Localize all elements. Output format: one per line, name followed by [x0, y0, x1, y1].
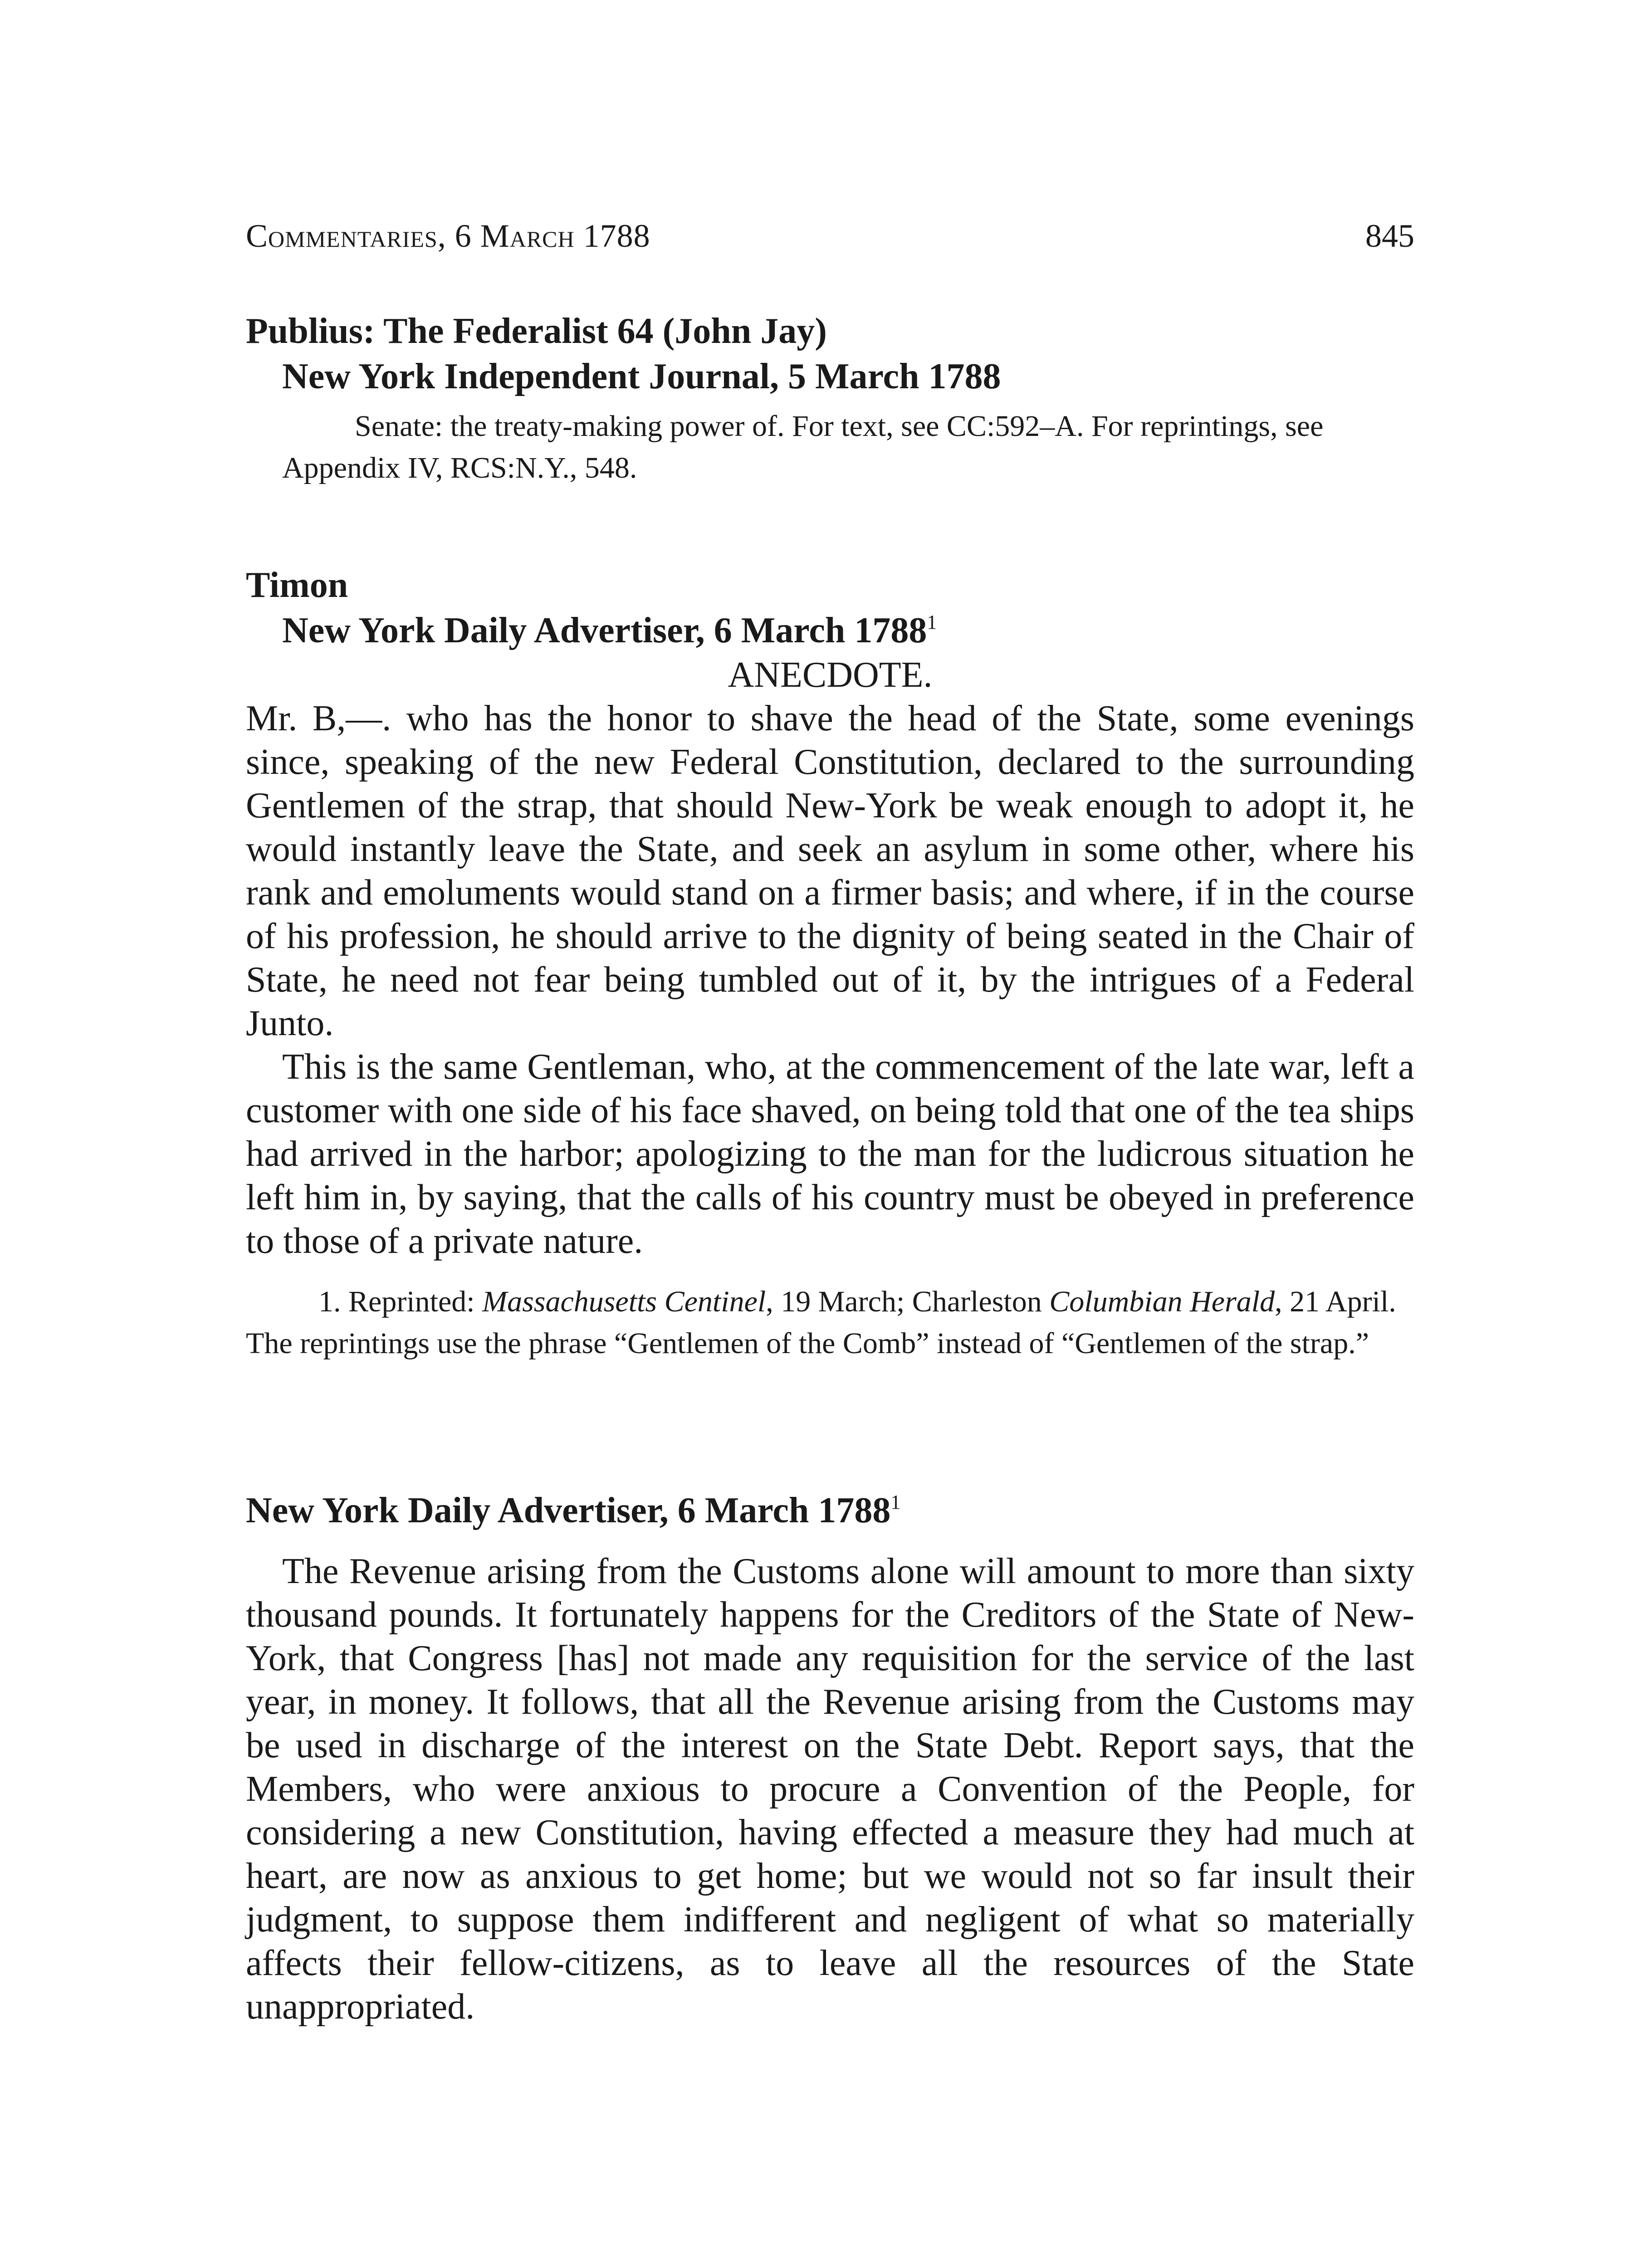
section-heading: Timon	[246, 565, 348, 605]
newspaper-title: Columbian Herald	[1049, 1285, 1275, 1318]
footnote-text: , 19 March; Charleston	[766, 1285, 1050, 1318]
section-timon	[246, 562, 1414, 1364]
footnote-prefix: 1. Reprinted:	[318, 1285, 483, 1318]
section-source-text: New York Daily Advertiser, 6 March 1788	[282, 611, 927, 650]
footnote	[246, 1281, 1414, 1364]
article-title: ANECDOTE.	[728, 655, 933, 695]
footnote-marker: 1	[927, 611, 937, 633]
section-daily-advertiser	[246, 1488, 1414, 2028]
running-head	[246, 213, 1414, 259]
section-heading-text: New York Daily Advertiser, 6 March 1788	[246, 1491, 891, 1530]
newspaper-title: Massachusetts Centinel	[482, 1285, 766, 1318]
body-paragraph: The Revenue arising from the Customs alone will amount to more than sixty thousand pounds. It fortunately happens for the Creditors of the State of New-York, that Congress [has] not made any requisition for the service of the last year, in money. It follows, that all the Revenue arising from the Customs may be used in discharge of the interest on the State Debt. Report says, that the Members, who were anxious to procure a Convention of the People, for considering a new Constitution, having effected a measure they had much at heart, are now as anxious to get home; but we would not so far insult their judgment, to suppose them indifferent and negligent of what so materially affects their fellow-citizens, as to leave all the resources of the State unappropriated.	[246, 1551, 1414, 2027]
running-head-title: Commentaries, 6 March 1788	[246, 218, 650, 254]
section-heading: Publius: The Federalist 64 (John Jay)	[246, 311, 827, 351]
footnote-text: , 21 April. The reprintings use the phrase “Gentlemen of the Comb” instead of “Gentlemen of the strap.”	[246, 1285, 1396, 1360]
section-federalist-64	[246, 308, 1414, 489]
page-number: 845	[1365, 218, 1414, 254]
section-source	[246, 608, 1414, 653]
body-paragraph: Mr. B,—. who has the honor to shave the head of the State, some evenings since, speaking of the new Federal Constitution, declared to the surrounding Gentlemen of the strap, that should New-York be weak enough to adopt it, he would instantly leave the State, and seek an asylum in some other, where his rank and emoluments would stand on a firmer basis; and where, if in the course of his profession, he should arrive to the dignity of being seated in the Chair of State, he need not fear being tumbled out of it, by the intrigues of a Federal Junto.	[246, 699, 1414, 1043]
body-paragraph: This is the same Gentleman, who, at the commencement of the late war, left a customer with one side of his face shaved, on being told that one of the tea ships had arrived in the harbor; apologizing to the man for the ludicrous situation he left him in, by saying, that the calls of his country must be obeyed in preference to those of a private nature.	[246, 1047, 1414, 1261]
section-note: Senate: the treaty-making power of. For text, see CC:592–A. For reprintings, see Appendix IV, RCS:N.Y., 548.	[282, 410, 1324, 484]
section-source: New York Independent Journal, 5 March 1788	[282, 357, 1001, 396]
footnote-marker: 1	[890, 1491, 901, 1513]
section-heading	[246, 1488, 1414, 1533]
